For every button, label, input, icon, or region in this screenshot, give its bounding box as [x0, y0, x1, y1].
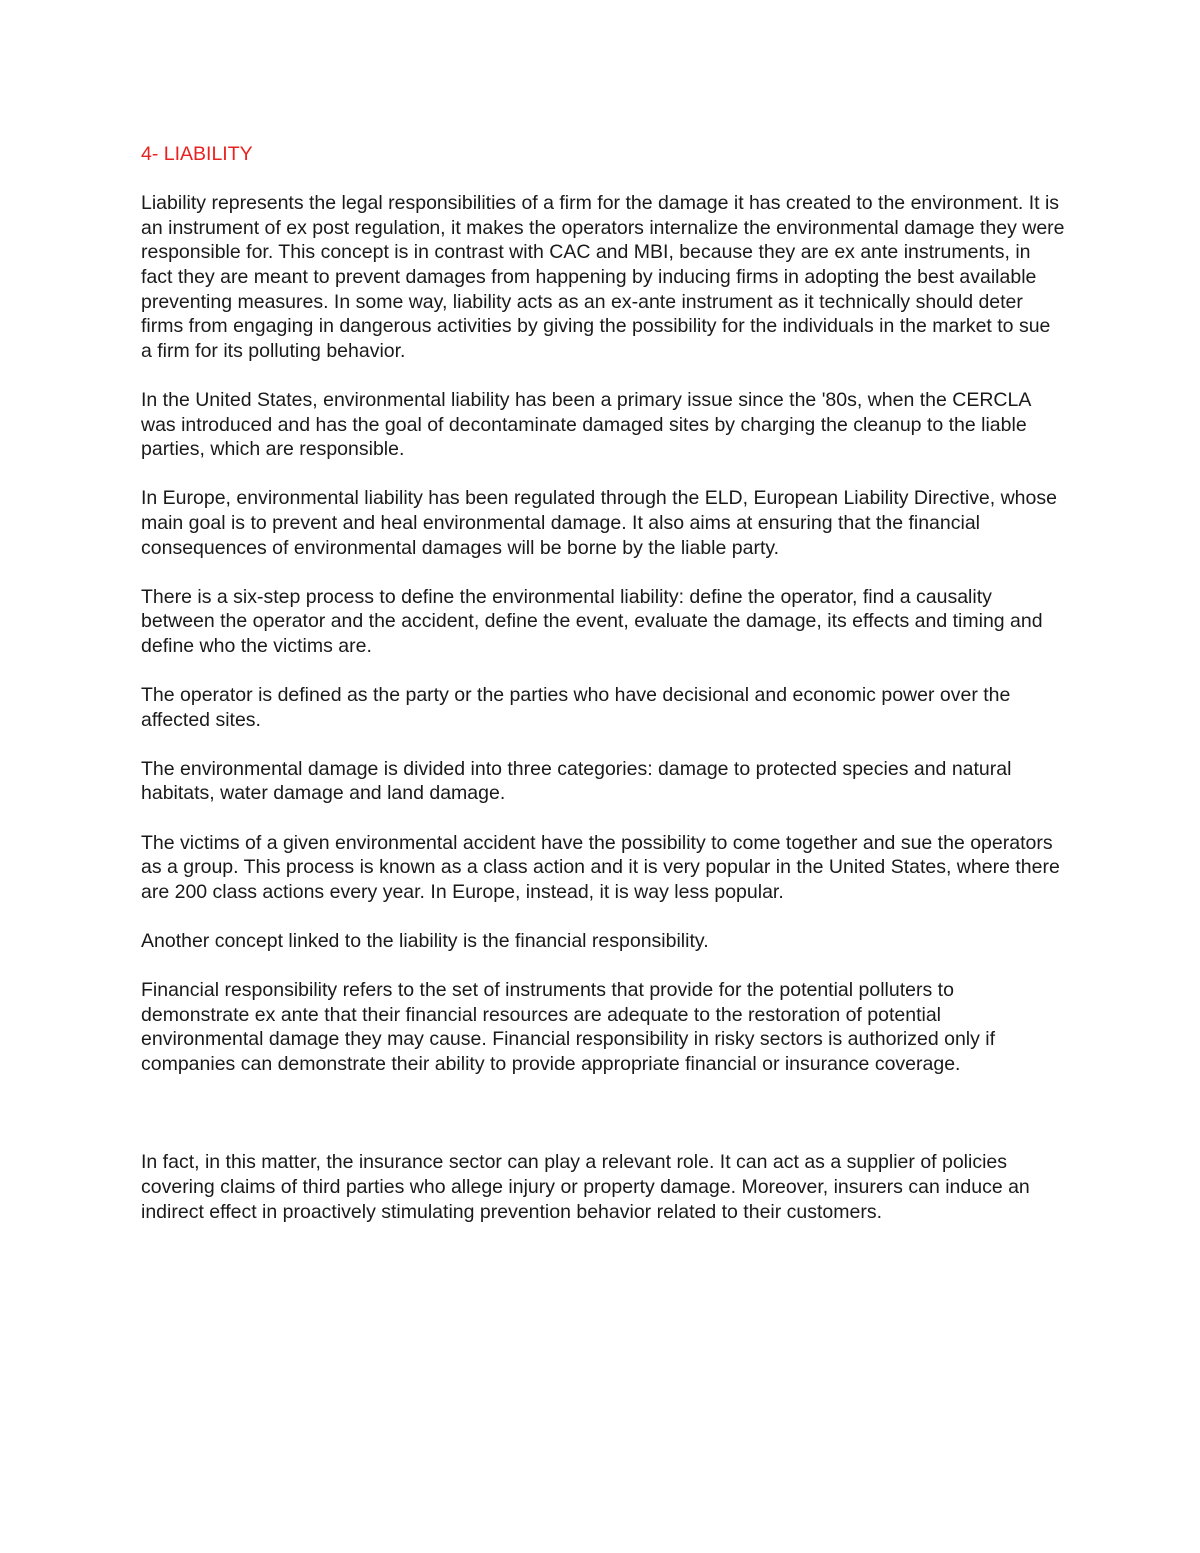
section-heading: 4- LIABILITY [141, 143, 253, 165]
paragraph-financial-responsibility-intro: Another concept linked to the liability is the financial responsibility. [141, 930, 709, 952]
paragraph-europe: In Europe, environmental liability has been regulated through the ELD, European Liability Directive, whose main goal is to prevent and heal environmental damage. It also aims at ensuring that the financial consequences of environmental damages will be borne by the liable party. [141, 487, 1057, 559]
paragraph-six-step-process: There is a six-step process to define the environmental liability: define the operator, find a causality between the operator and the accident, define the event, evaluate the damage, its effects and timing and define who the victims are. [141, 585, 1043, 657]
paragraph-liability-definition: Liability represents the legal responsibilities of a firm for the damage it has created to the environment. It is an instrument of ex post regulation, it makes the operators internalize the environmental damage they were responsible for. This concept is in contrast with CAC and MBI, because they are ex ante instruments, in fact they are meant to prevent damages from happening by inducing firms in adopting the best available preventing measures. In some way, liability acts as an ex-ante instrument as it technically should deter firms from engaging in dangerous activities by giving the possibility for the individuals in the market to sue a firm for its polluting behavior. [141, 192, 1065, 362]
document-body [141, 142, 1066, 1249]
paragraph-operator: The operator is defined as the party or the parties who have decisional and economic power over the affected sites. [141, 684, 1011, 731]
paragraph-damage-categories: The environmental damage is divided into three categories: damage to protected species and natural habitats, water damage and land damage. [141, 757, 1012, 805]
paragraph-insurance-sector: In fact, in this matter, the insurance sector can play a relevant role. It can act as a supplier of policies covering claims of third parties who allege injury or property damage. Moreover, insurers can induce an indirect effect in proactively stimulating prevention behavior related to their customers. [141, 1151, 1030, 1223]
paragraph-united-states: In the United States, environmental liability has been a primary issue since the '80s, when the CERCLA was introduced and has the goal of decontaminate damaged sites by charging the cleanup to the liable parties, which are responsible. [141, 388, 1031, 461]
paragraph-victims: The victims of a given environmental accident have the possibility to come together and sue the operators as a group. This process is known as a class action and it is very popular in the United States, where there are 200 class actions every year. In Europe, instead, it is way less popular. [141, 831, 1060, 903]
paragraph-financial-responsibility: Financial responsibility refers to the set of instruments that provide for the potential polluters to demonstrate ex ante that their financial resources are adequate to the restoration of potential environmental damage they may cause. Financial responsibility in risky sectors is authorized only if companies can demonstrate their ability to provide appropriate financial or insurance coverage. [141, 979, 996, 1075]
